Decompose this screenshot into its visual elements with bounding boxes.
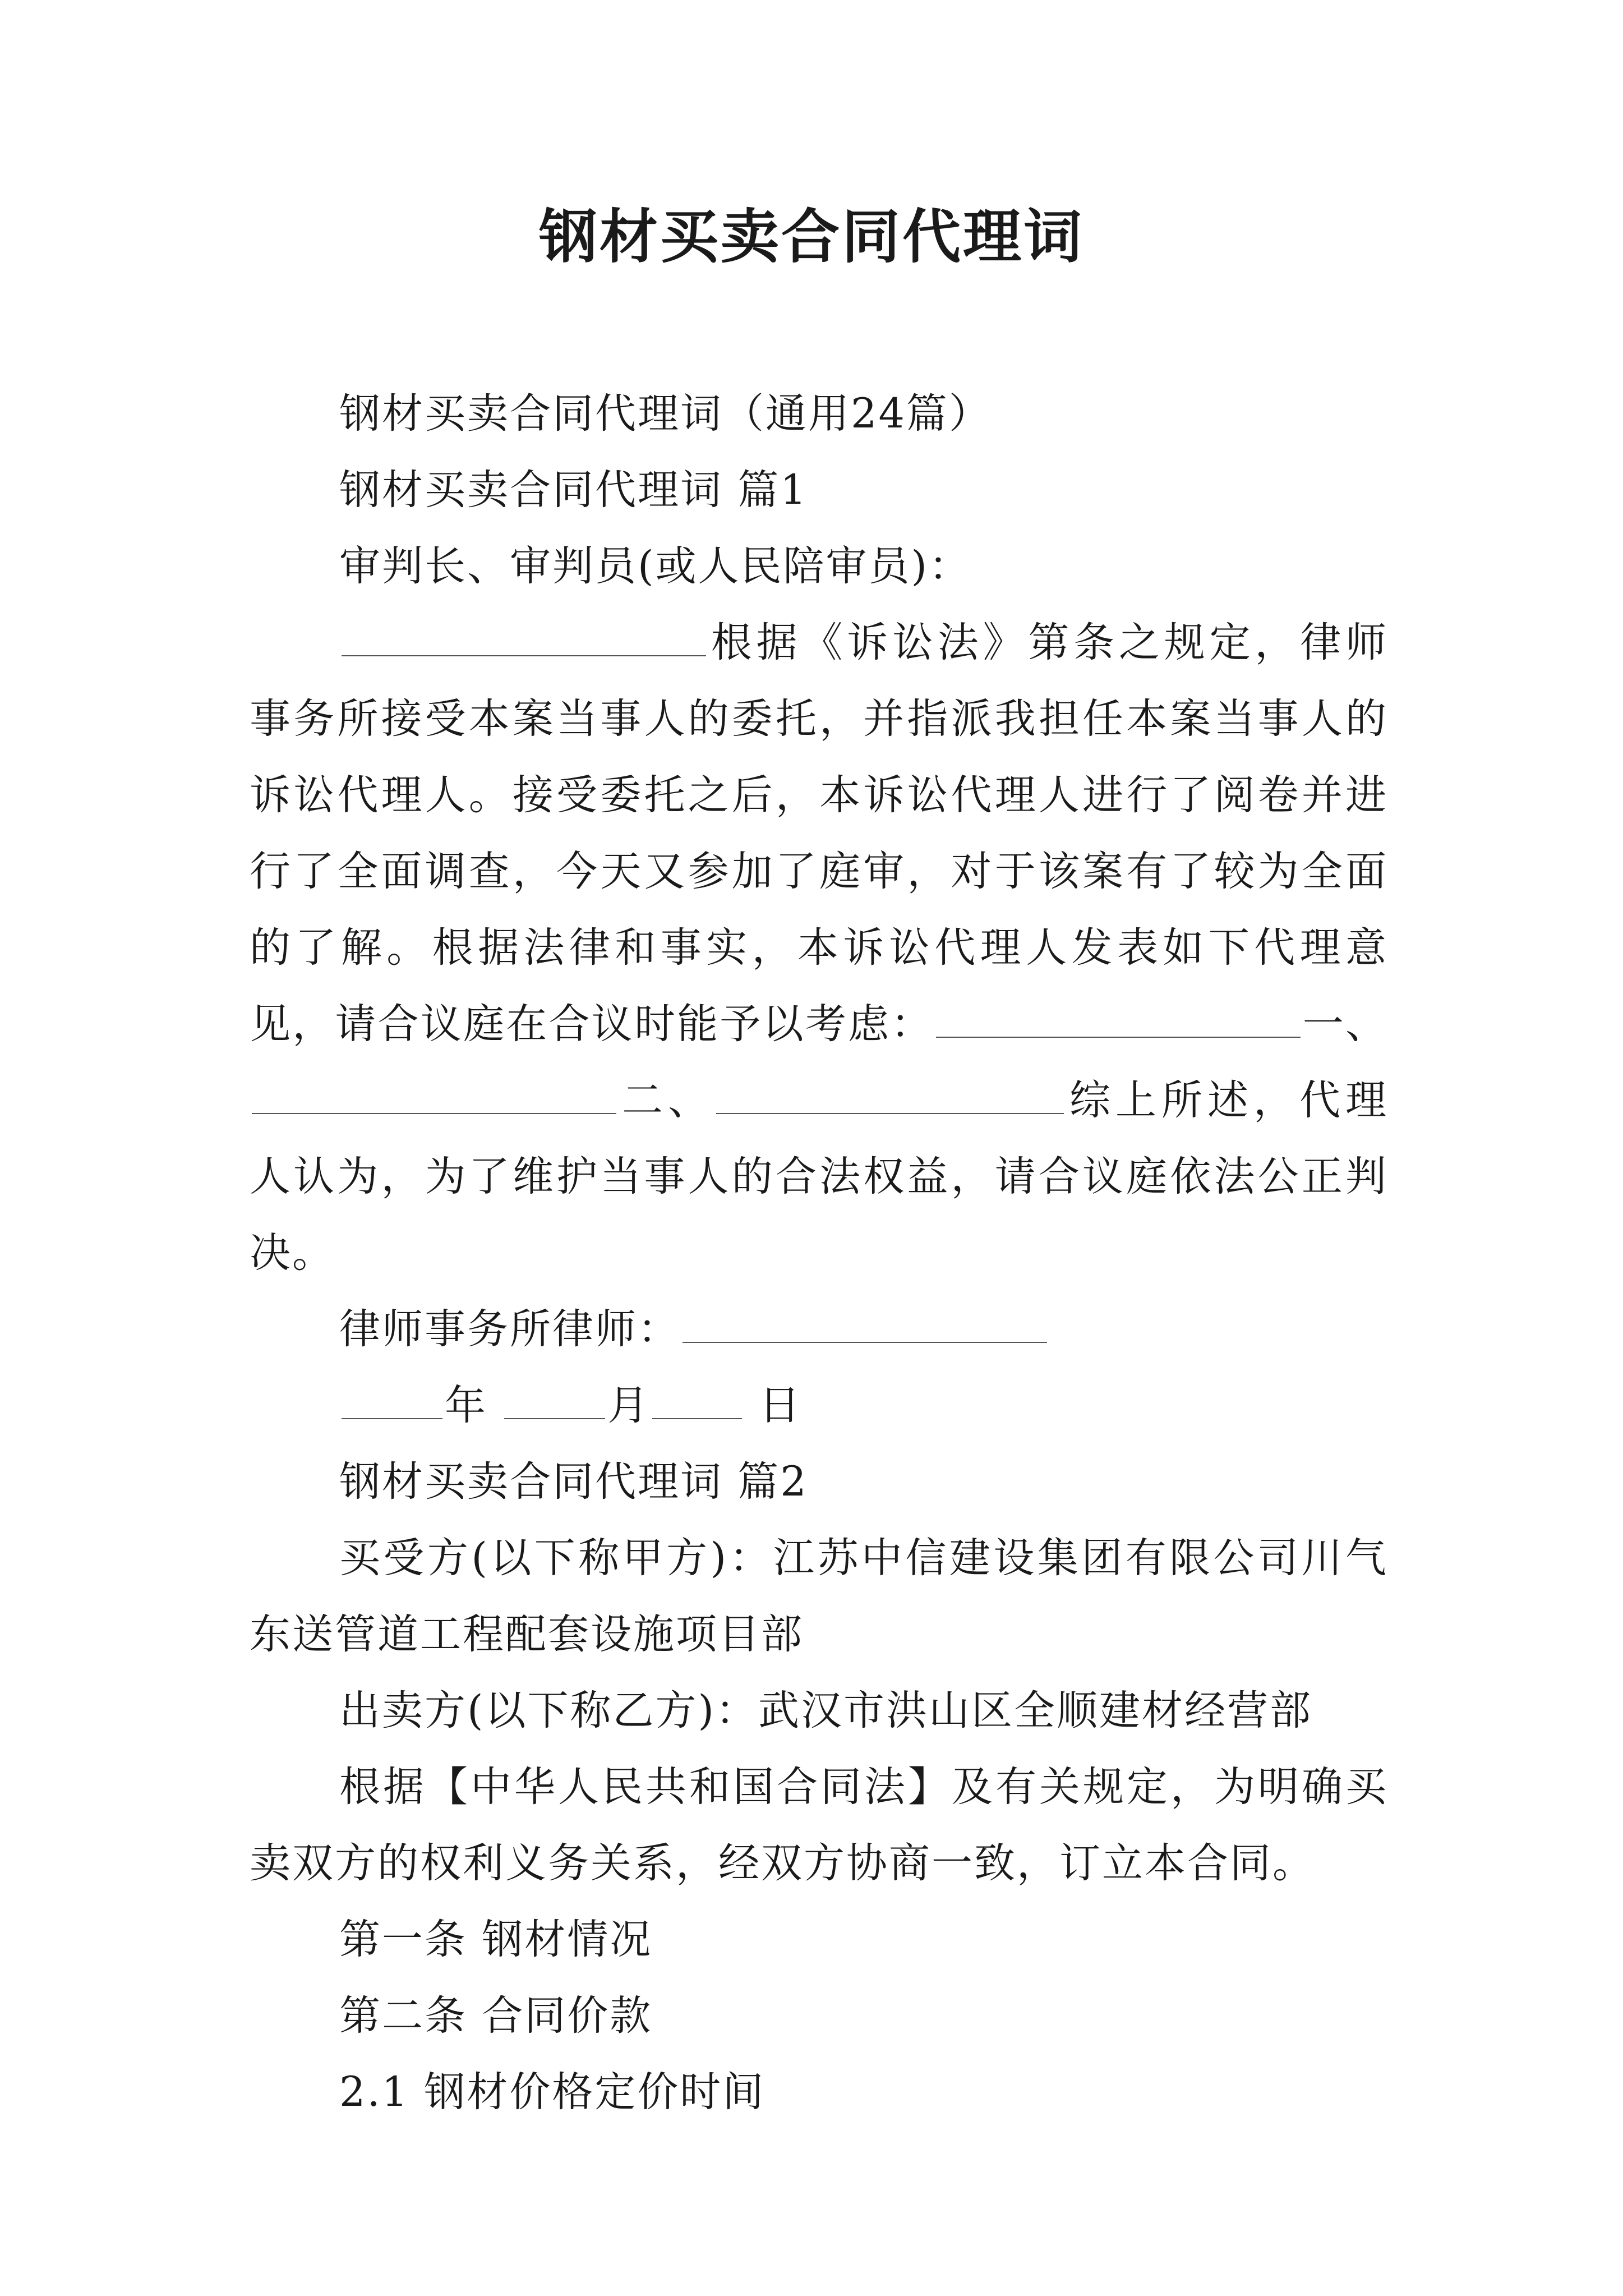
year-label: 年: [445, 1382, 487, 1429]
paragraph-clause-2-1: 2.1 钢材价格定价时间: [339, 2068, 766, 2116]
lawyer-label: 律师事务所律师：: [339, 1305, 680, 1353]
blank-line: [683, 1301, 1047, 1343]
blank-line: [252, 1072, 616, 1114]
blank-line: [342, 614, 706, 656]
blank-day: [652, 1377, 742, 1419]
paragraph-section-2-heading: 钢材买卖合同代理词 篇2: [339, 1458, 808, 1506]
blank-line: [716, 1072, 1064, 1114]
paragraph-buyer: 买受方(以下称甲方)：江苏中信建设集团有限公司川气东送管道工程配套设施项目部: [250, 1534, 1388, 1658]
day-label: 日: [759, 1382, 802, 1429]
conclusion-text: 综上所述，代理人认为，为了维护当事人的合法权益，请合议庭依法公正判决。: [250, 1076, 1388, 1277]
paragraph-date: [250, 1368, 1388, 1444]
item-one-label: 一、: [1302, 1000, 1389, 1048]
document-title: 钢材买卖合同代理词: [538, 202, 1084, 271]
document-body: [250, 376, 1388, 2131]
paragraph-contract-basis: 根据【中华人民共和国合同法】及有关规定，为明确买卖双方的权利义务关系，经双方协商一致，订立本合同。: [250, 1763, 1388, 1887]
paragraph-lawyer-signature: [250, 1291, 1388, 1368]
blank-month: [504, 1377, 605, 1419]
month-label: 月: [607, 1382, 651, 1429]
paragraph-seller: 出卖方(以下称乙方)：武汉市洪山区全顺建材经营部: [339, 1687, 1312, 1734]
paragraph-salutation: 审判长、审判员(或人民陪审员)：: [339, 542, 971, 590]
agency-statement-text: 根据《诉讼法》第条之规定，律师事务所接受本案当事人的委托，并指派我担任本案当事人的诉讼代理人。接受委托之后，本诉讼代理人进行了阅卷并进行了全面调查，今天又参加了庭审，对于该案有了较为全面的了解。根据法律和事实，本诉讼代理人发表如下代理意见，请合议庭在合议时能予以考虑：: [250, 619, 1388, 1048]
blank-year: [342, 1377, 442, 1419]
paragraph-agency-statement: [250, 605, 1388, 1291]
blank-line: [936, 996, 1301, 1038]
paragraph-article-1: 第一条 钢材情况: [339, 1916, 653, 1963]
item-two-label: 二、: [619, 1076, 714, 1124]
paragraph-article-2: 第二条 合同价款: [339, 1992, 653, 2040]
paragraph-subtitle: 钢材买卖合同代理词（通用24篇）: [339, 390, 992, 438]
paragraph-section-1-heading: 钢材买卖合同代理词 篇1: [339, 466, 808, 514]
